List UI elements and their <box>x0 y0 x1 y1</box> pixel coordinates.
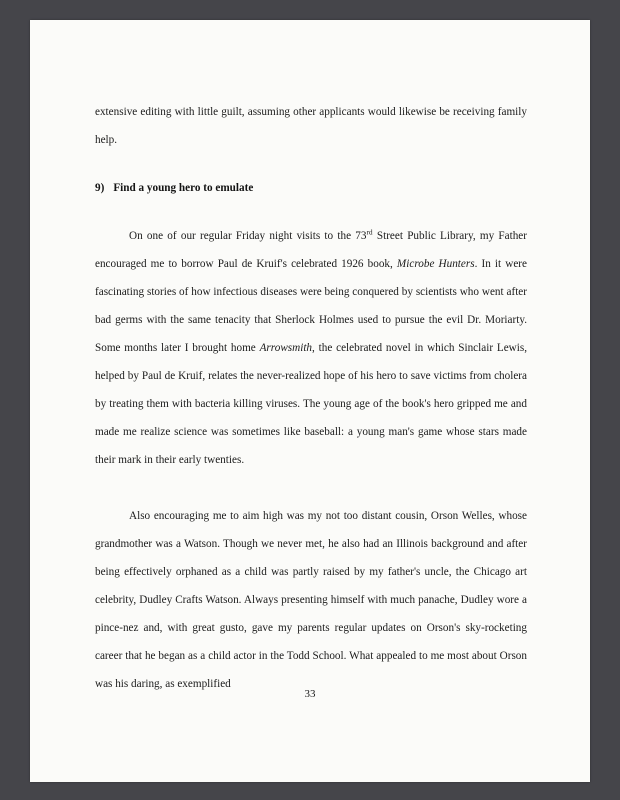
book-title-microbe-hunters: Microbe Hunters <box>396 258 475 270</box>
text-run: Street Public Library, my Father encouraged me to borrow Paul de Kruif's celebrated 1926 book, <box>95 230 527 270</box>
spacer <box>95 202 527 222</box>
section-heading <box>95 174 527 202</box>
text-run: On one of our regular Friday night visits to the 73 <box>129 230 367 242</box>
paragraph-library <box>95 222 527 474</box>
text-run: Also encouraging me to aim high was my not too distant cousin, Orson Welles, whose grandmother was a Watson. Though we never met, he also had an Illinois background and after being effectively orphaned as a child was partly raised by my father's uncle, the Chicago art celebrity, Dudley Crafts Watson. Always presenting himself with much panache, Dudley wore a pince-nez and, with great gusto, gave my parents regular updates on Orson's sky-rocketing career that he began as a child actor in the Todd School. What appealed to me most about Orson was his daring, as exemplified <box>95 510 527 690</box>
spacer <box>95 474 527 502</box>
superscript-ordinal: rd <box>366 227 373 237</box>
paragraph-continued: extensive editing with little guilt, assuming other applicants would likewise be receiving family help. <box>95 106 527 146</box>
text-run: . In it were fascinating stories of how infectious diseases were being conquered by scientists who went after bad germs with the same tenacity that Sherlock Holmes used to pursue the evil Dr. Moriarty. Some months later I brought home <box>95 258 527 354</box>
page-body <box>95 98 527 698</box>
page-number: 33 <box>304 688 316 700</box>
spacer <box>95 154 527 174</box>
paragraph-welles <box>95 502 527 698</box>
section-title: Find a young hero to emulate <box>113 182 254 194</box>
text-run: , the celebrated novel in which Sinclair Lewis, helped by Paul de Kruif, relates the never-realized hope of his hero to save victims from cholera by treating them with bacteria killing viruses. The young age of the book's hero gripped me and made me realize science was sometimes like baseball: a young man's game whose stars made their mark in their early twenties. <box>95 342 527 466</box>
section-number: 9) <box>95 182 105 194</box>
document-page <box>30 20 590 782</box>
book-title-arrowsmith: Arrowsmith <box>259 342 313 354</box>
